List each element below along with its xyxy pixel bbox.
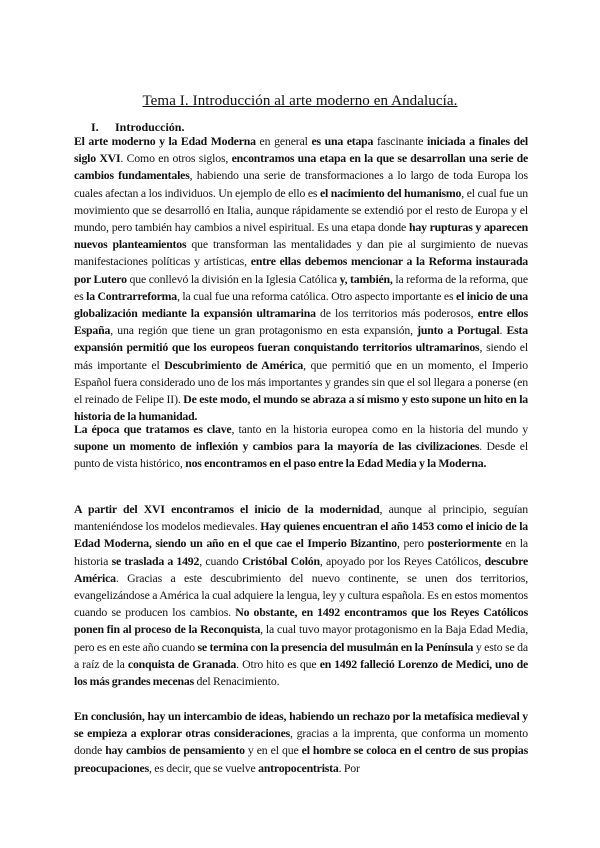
bold-text-run: Cristóbal Colón bbox=[241, 553, 320, 568]
section-title: Introducción. bbox=[115, 120, 185, 134]
bold-text-run: La época que tratamos es clave bbox=[74, 422, 232, 436]
text-run: , cuando bbox=[199, 553, 242, 568]
bold-text-run: se traslada a 1492 bbox=[111, 553, 200, 568]
bold-text-run: El arte moderno y la Edad Moderna bbox=[74, 134, 256, 148]
bold-text-run: encontramos una etapa en la que se desarrollan una serie de cambios fundamentales bbox=[74, 151, 529, 183]
text-run: fascinante bbox=[373, 134, 428, 148]
bold-text-run: nos encontramos en el paso entre la Edad Media y la Moderna. bbox=[185, 456, 487, 471]
text-run: , apoyado por los Reyes Católicos, bbox=[319, 553, 485, 568]
text-run: en la historia bbox=[74, 536, 528, 568]
bold-text-run: antropocentrista bbox=[258, 760, 339, 775]
text-run: , habiendo una serie de transformaciones a lo largo de toda Europa los cuales afectan a los individuos. Un ejemplo de ello es bbox=[74, 168, 528, 200]
text-run: , que permitió que en un momento, el Imperio Español fuera considerado uno de los más importantes y grandes sin que el sol llegara a ponerse (en el reinado de Felipe II). bbox=[74, 357, 528, 407]
text-run: , aunque al principio, seguían manteniéndose los modelos medievales. bbox=[74, 502, 529, 534]
bold-text-run: en 1492 falleció Lorenzo de Medici, uno de los más grandes mecenas bbox=[74, 656, 528, 689]
bold-text-run: entre ellas debemos mencionar a la Reforma instaurada por Lutero bbox=[74, 254, 528, 286]
text-run: , una región que tiene un gran protagonismo en esta expansión, bbox=[110, 323, 418, 338]
text-run: la reforma de la reforma, que es bbox=[74, 271, 528, 303]
text-run: . bbox=[499, 323, 507, 338]
text-run: , siendo el más importante el bbox=[74, 340, 528, 372]
text-run: que conllevó la división en la Iglesia Católica bbox=[126, 271, 340, 286]
bold-text-run: posteriormente bbox=[427, 536, 502, 551]
text-run: y esto se da a raíz de la bbox=[74, 639, 528, 671]
bold-text-run: la Contrarreforma bbox=[86, 288, 178, 303]
text-run: de los territorios más poderosos, bbox=[315, 306, 478, 321]
text-run: . Como en otros siglos, bbox=[120, 151, 232, 166]
bold-text-run: el nacimiento del humanismo bbox=[320, 185, 462, 200]
bold-text-run: En conclusión, hay un intercambio de ideas, habiendo un rechazo por la metafísica medieval y se empieza a explorar otras consideraciones bbox=[74, 709, 528, 741]
bold-text-run: Esta expansión permitió que los europeos fueran conquistando territorios ultramarinos bbox=[74, 323, 528, 355]
bold-text-run: No obstante, en 1492 encontramos que los Reyes Católicos ponen fin al proceso de la Reconquista bbox=[74, 605, 529, 637]
text-run: , la cual tuvo mayor protagonismo en la Baja Edad Media, pero es en este año cuando bbox=[74, 622, 528, 654]
bold-text-run: junto a Portugal bbox=[417, 323, 500, 338]
bold-text-run: Hay quienes encuentran el año 1453 como el inicio de la Edad Moderna, siendo un año en el que cae el Imperio Bizantino bbox=[74, 519, 528, 551]
paragraph bbox=[74, 708, 528, 777]
bold-text-run: es una etapa bbox=[311, 134, 374, 148]
page-title: Tema I. Introducción al arte moderno en Andalucía. bbox=[142, 93, 458, 109]
text-run: , pero bbox=[396, 536, 428, 551]
text-run: . Gracias a este descubrimiento del nuevo continente, se unen dos territorios, evangelizándose a América la cual adquiere la lengua, ley y cultura española. Es en estos momentos cuando se producen los cambios. bbox=[74, 570, 528, 620]
text-run: y en el que bbox=[244, 743, 302, 758]
bold-text-run: entre ellos España bbox=[74, 306, 528, 338]
bold-text-run: Descubrimiento de América bbox=[164, 357, 304, 372]
text-run: . Desde el punto de vista histórico, bbox=[74, 439, 528, 471]
bold-text-run: y, también, bbox=[339, 271, 393, 286]
bold-text-run: el hombre se coloca en el centro de sus propias preocupaciones bbox=[74, 743, 528, 775]
text-run: en general bbox=[255, 134, 312, 148]
bold-text-run: De este modo, el mundo se abraza a sí mismo y esto supone un hito en la historia de la humanidad. bbox=[74, 392, 528, 424]
bold-text-run: hay cambios de pensamiento bbox=[105, 743, 245, 758]
bold-text-run: descubre América bbox=[74, 553, 528, 585]
bold-text-run: el inicio de una globalización mediante la expansión ultramarina bbox=[74, 288, 528, 321]
bold-text-run: conquista de Granada bbox=[127, 656, 237, 671]
bold-text-run: hay rupturas y aparecen nuevos planteamientos bbox=[74, 220, 528, 252]
text-run: . Otro hito es que bbox=[236, 656, 320, 671]
paragraph bbox=[74, 501, 528, 690]
bold-text-run: iniciada a finales del siglo XVI bbox=[74, 134, 528, 166]
text-run: del Renacimiento. bbox=[194, 674, 280, 689]
text-run: , la cual fue una reforma católica. Otro aspecto importante es bbox=[177, 288, 457, 303]
text-run: , tanto en la historia europea como en la historia del mundo y bbox=[231, 422, 529, 436]
paragraph bbox=[74, 133, 528, 425]
section-number: I. bbox=[91, 120, 99, 134]
text-run: que transforman las mentalidades y dan pie al surgimiento de nuevas manifestaciones políticas y artísticas, bbox=[74, 237, 528, 269]
bold-text-run: A partir del XVI encontramos el inicio de la modernidad bbox=[74, 502, 380, 516]
text-run: , es decir, que se vuelve bbox=[148, 760, 259, 775]
bold-text-run: supone un momento de inflexión y cambios para la mayoría de las civilizaciones bbox=[74, 439, 480, 454]
text-run: , gracias a la imprenta, que conforma un momento donde bbox=[74, 726, 528, 758]
text-run: , el cual fue un movimiento que se desarrolló en Italia, aunque rápidamente se extendió por el resto de Europa y el mundo, pero también hay cambios a nivel espiritual. Es una etapa donde bbox=[74, 185, 528, 235]
paragraph bbox=[74, 421, 528, 473]
bold-text-run: se termina con la presencia del musulmán en la Península bbox=[197, 639, 474, 654]
text-run: . Por bbox=[338, 760, 360, 775]
